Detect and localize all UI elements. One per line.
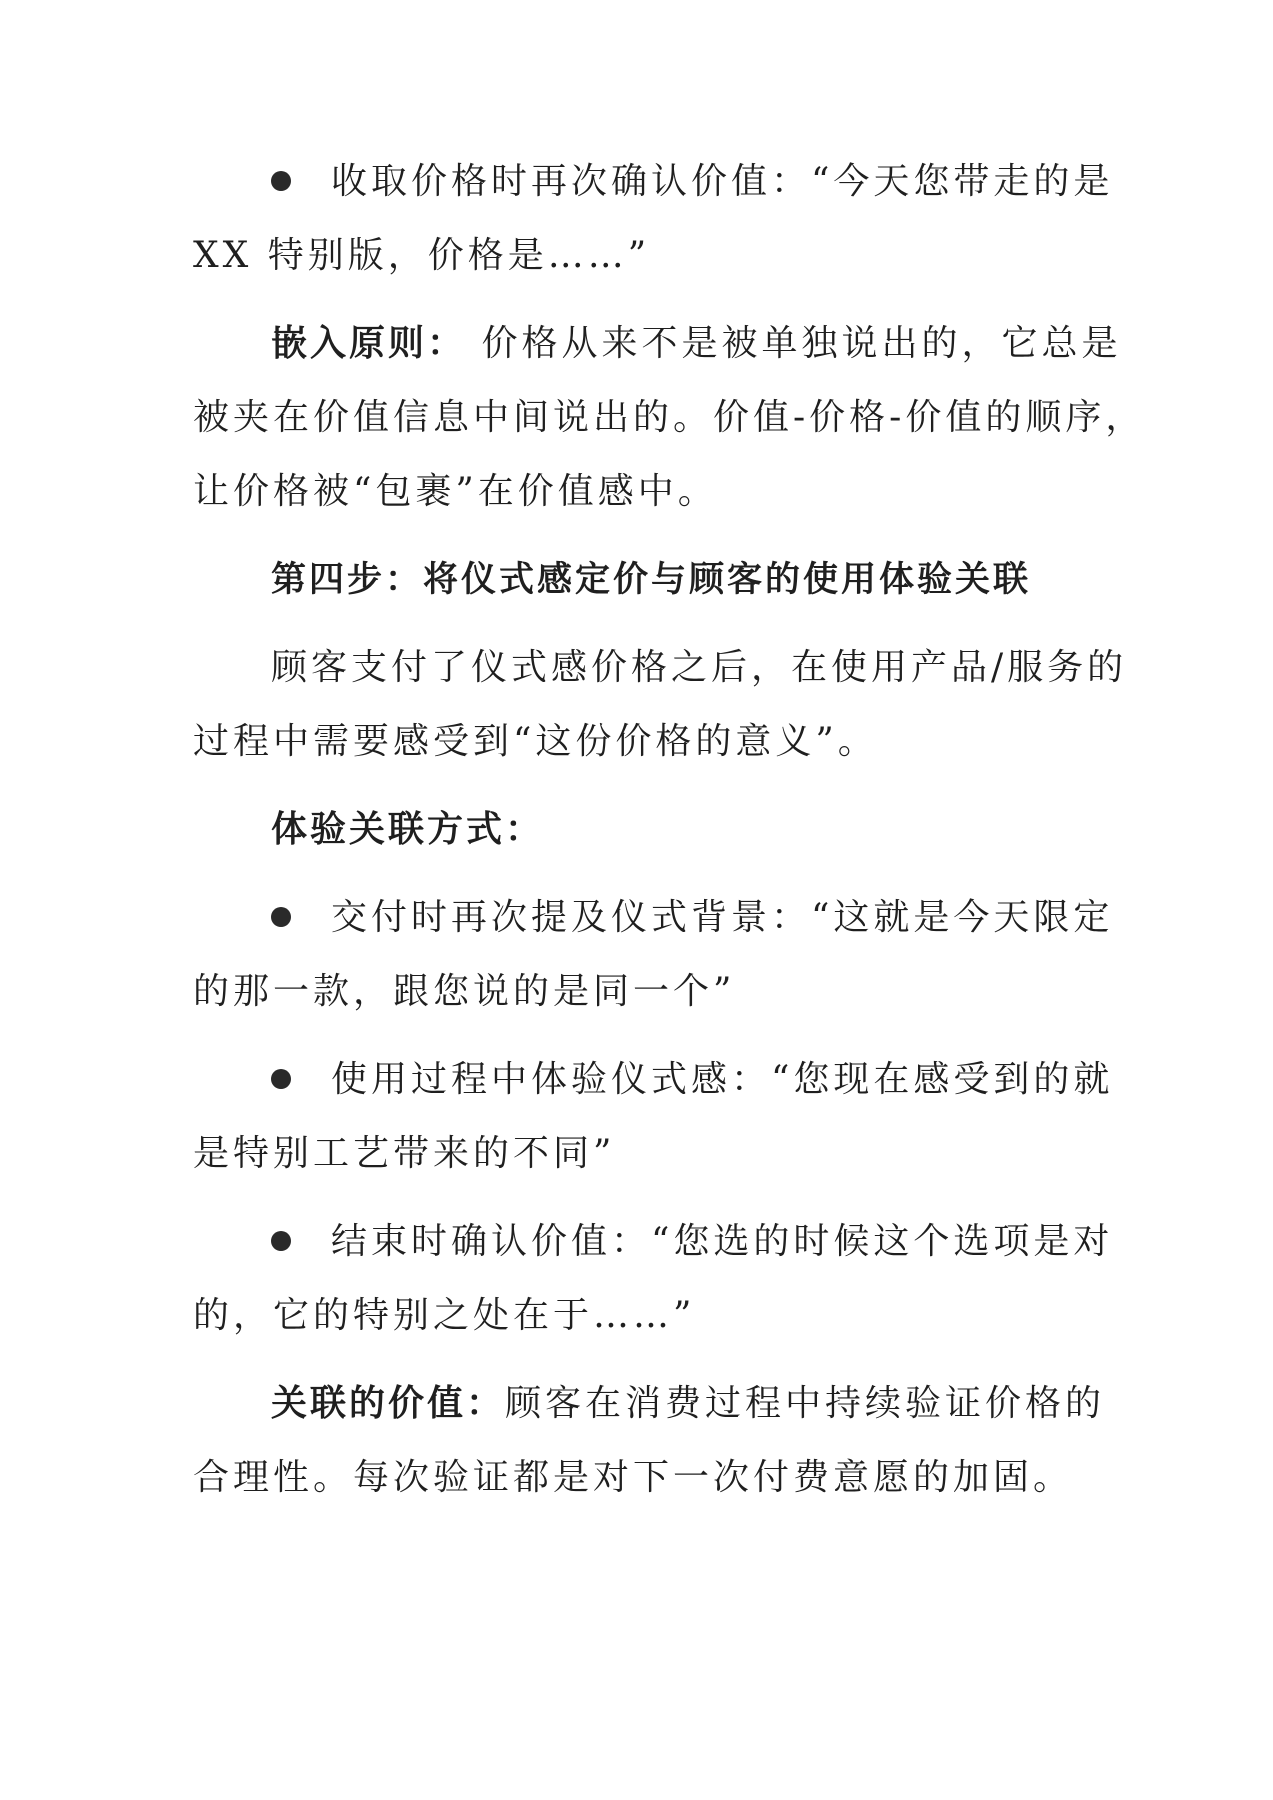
bullet-text: 收取价格时再次确认价值：“今天您带走的是 [331, 161, 1114, 202]
bullet-dot-icon [271, 1231, 291, 1251]
bullet-item-line [193, 1058, 1114, 1102]
bullet-dot-icon [271, 1069, 291, 1089]
bullet-item-line [193, 896, 1114, 940]
paragraph-label: 嵌入原则： [271, 323, 467, 364]
paragraph-continuation: 让价格被“包裹”在价值感中。 [193, 471, 718, 512]
bullet-item-continuation: 的那一款，跟您说的是同一个” [193, 971, 736, 1012]
paragraph-continuation: 过程中需要感受到“这份价格的意义”。 [193, 721, 878, 762]
paragraph-continuation: 合理性。每次验证都是对下一次付费意愿的加固。 [193, 1457, 1074, 1498]
bullet-text: 使用过程中体验仪式感：“您现在感受到的就 [331, 1059, 1114, 1100]
bullet-item-continuation: XX 特别版，价格是……” [193, 235, 651, 276]
bullet-dot-icon [271, 907, 291, 927]
subheading: 体验关联方式： [271, 809, 545, 850]
labeled-paragraph-line [193, 322, 1122, 366]
paragraph-label: 关联的价值： [271, 1383, 506, 1424]
bullet-dot-icon [271, 171, 291, 191]
bullet-text: 结束时确认价值：“您选的时候这个选项是对 [331, 1221, 1114, 1262]
paragraph-line: 顾客支付了仪式感价格之后，在使用产品/服务的 [271, 647, 1128, 688]
document-page [193, 160, 1146, 1500]
labeled-paragraph-line [193, 1382, 1106, 1426]
bullet-text: 交付时再次提及仪式背景：“这就是今天限定 [331, 897, 1114, 938]
paragraph-text: 顾客在消费过程中持续验证价格的 [505, 1383, 1106, 1424]
bullet-item-line [193, 160, 1114, 204]
bullet-item-continuation: 的，它的特别之处在于……” [193, 1295, 696, 1336]
section-heading: 第四步：将仪式感定价与顾客的使用体验关联 [271, 560, 1032, 600]
bullet-item-line [193, 1220, 1114, 1264]
paragraph-text: 价格从来不是被单独说出的，它总是 [466, 323, 1122, 364]
paragraph-continuation: 被夹在价值信息中间说出的。价值-价格-价值的顺序， [193, 397, 1146, 438]
bullet-item-continuation: 是特别工艺带来的不同” [193, 1133, 616, 1174]
